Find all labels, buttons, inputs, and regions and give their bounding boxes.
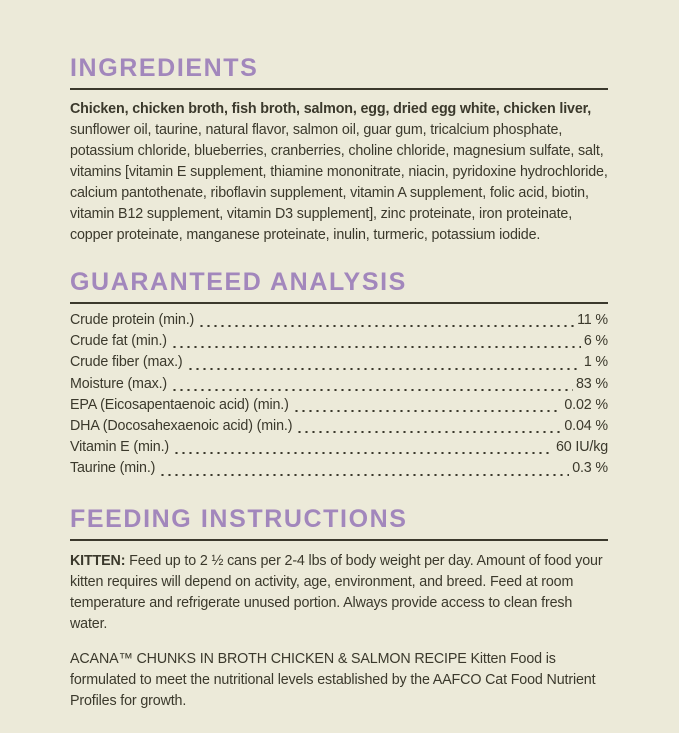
ingredients-divider bbox=[70, 88, 608, 90]
analysis-row-value: 0.3 % bbox=[572, 460, 608, 477]
dot-leader bbox=[198, 325, 574, 327]
analysis-row bbox=[70, 333, 608, 354]
analysis-row-value: 6 % bbox=[583, 333, 608, 350]
feeding-instructions-section bbox=[70, 505, 608, 712]
analysis-row-label: DHA (Docosahexaenoic acid) (min.) bbox=[70, 417, 293, 434]
analysis-row bbox=[70, 376, 608, 397]
dot-leader bbox=[159, 474, 569, 476]
analysis-row bbox=[70, 439, 608, 460]
dot-leader bbox=[296, 431, 561, 433]
analysis-row bbox=[70, 397, 608, 418]
analysis-row-label: Taurine (min.) bbox=[70, 460, 156, 477]
analysis-row-value: 11 % bbox=[577, 312, 608, 328]
analysis-row-label: EPA (Eicosapentaenoic acid) (min.) bbox=[70, 396, 289, 413]
guaranteed-analysis-heading: GUARANTEED ANALYSIS bbox=[70, 268, 407, 296]
feeding-instructions-heading: FEEDING INSTRUCTIONS bbox=[70, 504, 408, 533]
analysis-row-label: Moisture (max.) bbox=[70, 375, 168, 392]
analysis-row-value: 1 % bbox=[583, 354, 608, 371]
feeding-instructions-divider bbox=[70, 539, 608, 541]
kitten-instructions: Feed up to 2 ½ cans per 2-4 lbs of body weight per day. Amount of food your kitten requires will depend on activity, age, environment, and breed. Feed at room temperature and refrigerate unused portion. Always provide access to clean fresh water. bbox=[70, 552, 603, 632]
analysis-row-value: 0.02 % bbox=[564, 396, 608, 413]
analysis-row-label: Crude fiber (max.) bbox=[70, 354, 183, 371]
ingredients-secondary-list: sunflower oil, taurine, natural flavor, salmon oil, guar gum, tricalcium phosphate, potassium chloride, blueberries, cranberries, choline chloride, magnesium sulfate, salt, vitamins [vitamin E supplement, thiamine mononitrate, niacin, pyridoxine hydrochloride, calcium pantothenate, riboflavin supplement, vitamin A supplement, folic acid, biotin, vitamin B12 supplement, vitamin D3 supplement], zinc proteinate, iron proteinate, copper proteinate, manganese proteinate, inulin, turmeric, potassium iodide. bbox=[70, 122, 608, 243]
analysis-row bbox=[70, 418, 608, 439]
ingredients-heading: INGREDIENTS bbox=[70, 54, 259, 82]
ingredients-primary-list: Chicken, chicken broth, fish broth, salmon, egg, dried egg white, chicken liver, bbox=[70, 101, 592, 117]
dot-leader bbox=[173, 452, 553, 454]
analysis-row-value: 83 % bbox=[576, 375, 608, 392]
dot-leader bbox=[293, 410, 562, 412]
guaranteed-analysis-divider bbox=[70, 302, 608, 304]
dot-leader bbox=[187, 368, 581, 370]
ingredients-section bbox=[70, 54, 608, 246]
analysis-row-value: 0.04 % bbox=[564, 417, 608, 434]
analysis-row-label: Vitamin E (min.) bbox=[70, 439, 170, 456]
dot-leader bbox=[171, 346, 581, 348]
ingredients-text bbox=[70, 99, 608, 246]
aafco-statement: ACANA™ CHUNKS IN BROTH CHICKEN & SALMON RECIPE Kitten Food is formulated to meet the nutritional levels established by the AAFCO Cat Food Nutrient Profiles for growth. bbox=[70, 650, 596, 709]
product-label-panel bbox=[0, 54, 679, 733]
kitten-feeding-text bbox=[70, 551, 608, 635]
guaranteed-analysis-table bbox=[70, 312, 608, 482]
guaranteed-analysis-section bbox=[70, 268, 608, 482]
analysis-row-label: Crude protein (min.) bbox=[70, 312, 195, 328]
analysis-row bbox=[70, 312, 608, 333]
analysis-row-value: 60 IU/kg bbox=[555, 439, 608, 456]
analysis-row-label: Crude fat (min.) bbox=[70, 333, 167, 350]
kitten-label: KITTEN: bbox=[70, 552, 126, 569]
analysis-row bbox=[70, 354, 608, 375]
analysis-row bbox=[70, 460, 608, 481]
dot-leader bbox=[171, 389, 573, 391]
